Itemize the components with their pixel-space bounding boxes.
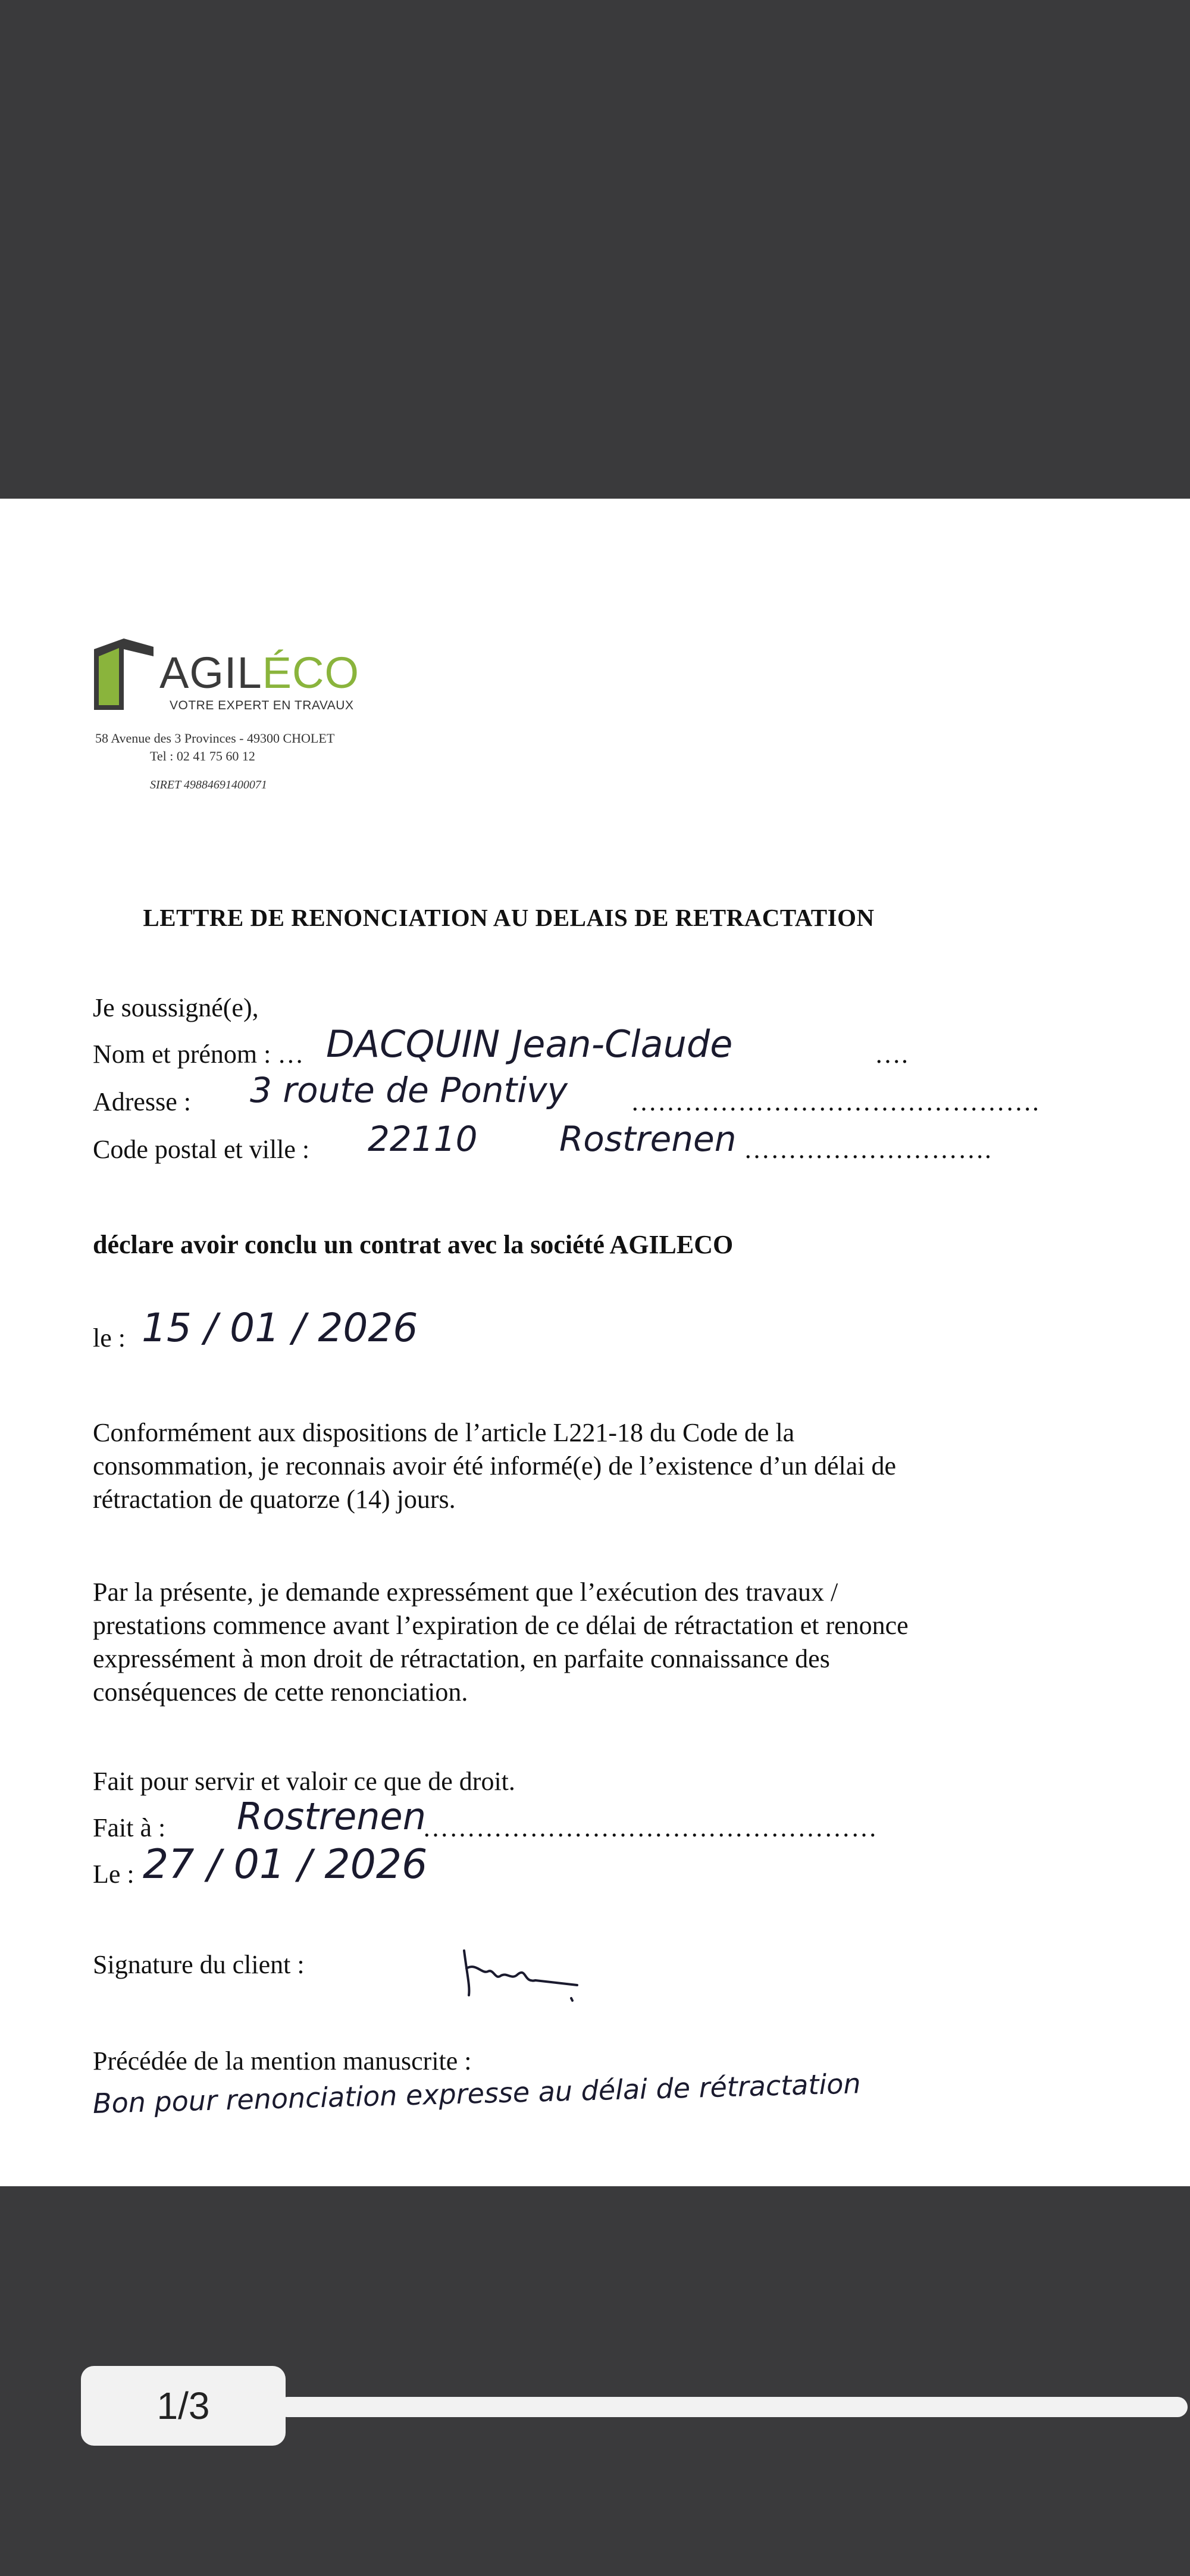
mention-label: Précédée de la mention manuscrite : xyxy=(93,2046,472,2076)
address-dots: ………………………………………. xyxy=(631,1087,1039,1116)
company-tagline: VOTRE EXPERT EN TRAVAUX xyxy=(170,699,354,712)
address-handwritten: 3 route de Pontivy xyxy=(250,1070,568,1110)
document-title: LETTRE DE RENONCIATION AU DELAIS DE RETRACTATION xyxy=(143,904,875,931)
paragraph-information: Conformément aux dispositions de l’article L221-18 du Code de la consommation, je reconnais avoir été informé(e) de l’existence d’un délai de rétractation de quatorze (14) jours. xyxy=(93,1418,897,1514)
postal-dots: ………………………. xyxy=(744,1135,992,1164)
page-indicator[interactable]: 1/3 xyxy=(81,2366,286,2446)
le-label: Le : xyxy=(93,1860,134,1889)
company-address: 58 Avenue des 3 Provinces - 49300 CHOLET xyxy=(95,731,335,746)
intro-text: Je soussigné(e), xyxy=(93,993,259,1022)
contract-date-handwritten: 15 / 01 / 2026 xyxy=(142,1305,418,1351)
fait-a-label: Fait à : xyxy=(93,1813,166,1842)
contract-date-label: le : xyxy=(93,1323,126,1353)
mention-handwritten: Bon pour renonciation expresse au délai de rétractation xyxy=(92,2067,862,2120)
signature-label: Signature du client : xyxy=(93,1950,305,1979)
name-handwritten: DACQUIN Jean-Claude xyxy=(326,1022,733,1066)
fait-pour-text: Fait pour servir et valoir ce que de droit. xyxy=(93,1767,515,1796)
fait-a-dots: …………………………………………… xyxy=(422,1813,878,1842)
address-line xyxy=(93,1087,191,1117)
company-phone: Tel : 02 41 75 60 12 xyxy=(150,749,255,763)
postal-code-handwritten: 22110 xyxy=(368,1119,478,1159)
postal-line xyxy=(93,1134,309,1165)
fait-a-handwritten: Rostrenen xyxy=(237,1795,426,1838)
postal-label: Code postal et ville : xyxy=(93,1135,310,1164)
name-dots: … xyxy=(277,1040,305,1069)
page-scrub-track[interactable] xyxy=(277,2397,1188,2417)
company-siret: SIRET 49884691400071 xyxy=(150,778,267,791)
declaration-text: déclare avoir conclu un contrat avec la société AGILECO xyxy=(93,1230,734,1259)
name-label: Nom et prénom : xyxy=(93,1040,271,1069)
address-label: Adresse : xyxy=(93,1087,191,1116)
name-dots-after: …. xyxy=(875,1040,909,1069)
name-line xyxy=(93,1039,304,1069)
document-page xyxy=(0,499,1190,2186)
company-name-prefix: AGIL xyxy=(159,648,262,697)
le-date-handwritten: 27 / 01 / 2026 xyxy=(143,1841,428,1888)
city-handwritten: Rostrenen xyxy=(559,1119,737,1159)
paragraph-renunciation: Par la présente, je demande expressément que l’exécution des travaux / prestations commence avant l’expiration de ce délai de rétractation et renonce expressément à mon droit de rétractation, en parfaite connaissance des conséquences de cette renonciation. xyxy=(93,1577,909,1707)
company-name-suffix: ÉCO xyxy=(262,648,359,697)
signature-icon xyxy=(458,1939,595,2004)
page-progress[interactable] xyxy=(81,2366,1110,2446)
company-name xyxy=(159,647,359,698)
